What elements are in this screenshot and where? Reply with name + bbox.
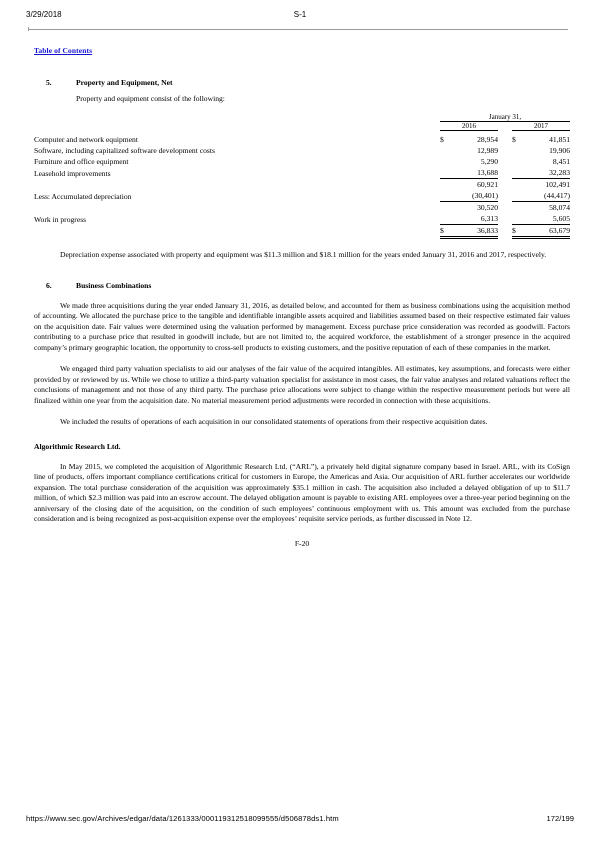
row-currency-2017: [512, 156, 522, 167]
row-value-2017: 8,451: [552, 157, 570, 166]
table-row-work-in-progress: [34, 213, 570, 225]
depreciation-expense-paragraph: Depreciation expense associated with property and equipment was $11.3 million and $18.1 million for the years ended January 31, 2016 and 2017, respectively.: [60, 250, 547, 259]
row-currency-2016: [440, 167, 450, 179]
row-value-2016: 12,989: [477, 146, 498, 155]
table-row-subtotal: [34, 179, 570, 191]
table-header-group-row: [34, 113, 570, 122]
work-in-progress-label: Work in progress: [34, 214, 87, 224]
document-content: [34, 78, 570, 548]
net-before-wip-value-2017: 58,074: [522, 202, 570, 214]
subsection-heading-arl: Algorithmic Research Ltd.: [34, 441, 121, 451]
row-currency-2016: [440, 156, 450, 167]
total-value-2017: 63,679: [522, 225, 570, 238]
note-6-paragraph-2: We engaged third party valuation specialists to aid our analyses of the fair value of the acquired intangibles. All estimates, key assumptions, and forecasts were either provided by or reviewed by us. While we chose to utilize a third-party valuation specialist for assistance in most cases, the fair value analyses and related valuations reflect the conclusions of management and not those of any third party. The purchase price allocations were subject to change within the respective measurement periods but were all finalized within one year from the acquisition date. No material measurement period adjustments were recorded in connection with these acquisitions.: [34, 364, 570, 405]
table-row-less-depreciation: [34, 190, 570, 202]
table-header-year-row: [34, 122, 570, 131]
row-value-2016: 5,290: [480, 157, 498, 166]
print-footer: [0, 814, 600, 828]
row-currency-2016: $: [440, 135, 444, 144]
header-divider: [28, 29, 568, 30]
subtotal-label: [34, 179, 426, 191]
row-value-2017: 19,906: [549, 146, 570, 155]
total-label: [34, 225, 426, 238]
row-label: Leasehold improvements: [34, 168, 111, 178]
row-label: Furniture and office equipment: [34, 157, 129, 166]
property-and-equipment-table: [34, 113, 570, 239]
table-group-header: January 31,: [440, 113, 570, 122]
table-of-contents-link[interactable]: Table of Contents: [34, 46, 93, 55]
row-label: Computer and network equipment: [34, 135, 138, 144]
page-number: 172/199: [546, 814, 574, 823]
table-row: [34, 145, 570, 156]
row-value-2016: 28,954: [477, 135, 498, 144]
table-col-header-2017: 2017: [512, 122, 570, 131]
note-6-paragraph-1: We made three acquisitions during the year ended January 31, 2016, as detailed below, and accounted for them as business combinations using the acquisition method of accounting. We allocated the purchase price to the tangible and identifiable intangible assets acquired and liabilities assumed based on their respective estimated fair values on the acquisition date. Fair values were determined using the valuation performed by management. Excess purchase price consideration was recorded as goodwill. Factors contributing to a purchase price that resulted in goodwill include, but are not limited to, the acquired workforce, the establishment of a stronger presence in the acquired company’s primary geographic location, the opportunity to cross-sell products to existing customers, and the positive reputation of each of these companies in the market.: [34, 300, 570, 352]
total-value-2016: 36,833: [450, 225, 498, 238]
row-value-2017: 41,851: [549, 135, 570, 144]
work-in-progress-value-2017: 5,605: [552, 214, 570, 223]
row-currency-2017: [512, 145, 522, 156]
note-5-heading: [34, 78, 570, 87]
page-marker: F-20: [294, 538, 310, 548]
note-5-title: Property and Equipment, Net: [76, 78, 173, 87]
row-value-2017: 32,283: [549, 168, 570, 177]
print-header: [0, 10, 600, 26]
note-6-heading: [34, 281, 570, 290]
row-currency-2017: [512, 167, 522, 179]
less-depreciation-value-2017: (44,417): [544, 191, 570, 200]
table-row-net-before-wip: [34, 202, 570, 214]
table-row-total: [34, 225, 570, 238]
document-body: [0, 40, 600, 548]
less-depreciation-value-2016: (30,401): [472, 191, 498, 200]
row-value-2016: 13,688: [477, 168, 498, 177]
note-6-paragraph-3: We included the results of operations of each acquisition in our consolidated statements of operations from their respective acquisition dates.: [60, 417, 488, 426]
header-spacer: [34, 113, 426, 122]
row-currency-2016: [440, 145, 450, 156]
table-col-header-2016: 2016: [440, 122, 498, 131]
work-in-progress-value-2016: 6,313: [480, 214, 498, 223]
arl-acquisition-paragraph: In May 2015, we completed the acquisition of Algorithmic Research Ltd. (“ARL”), a privately held digital signature company based in Israel. ARL, with its CoSign line of products, offers important compliance certifications critical for customers in Europe, the Americas and Asia. Our acquisition of ARL further accelerates our worldwide expansion. The total purchase consideration of the acquisition was approximately $35.1 million in cash. The acquisition also included a delayed obligation of up to $11.7 million, of which $2.3 million was paid into an escrow account. The delayed obligation amount is payable to existing ARL employees over a three-year period beginning on the anniversary of the closing date of the acquisition, on the condition of such employees’ continuous employment with us. This amount was excluded from the purchase consideration and is being recognized as post-acquisition expense over the employees’ requisite service periods, as further discussed in Note 12.: [34, 461, 570, 523]
total-currency-2016: $: [440, 225, 450, 238]
row-currency-2017: $: [512, 135, 516, 144]
print-date: 3/29/2018: [26, 10, 62, 19]
subtotal-value-2016: 60,921: [450, 179, 498, 191]
print-document-title: S-1: [293, 10, 307, 19]
net-before-wip-label: [34, 202, 426, 214]
note-6-title: Business Combinations: [76, 280, 152, 290]
table-row: [34, 134, 570, 145]
total-currency-2017: $: [512, 225, 522, 238]
note-5-lead-in: Property and equipment consist of the following:: [76, 94, 225, 103]
note-5-number: 5.: [46, 78, 52, 87]
net-before-wip-value-2016: 30,520: [450, 202, 498, 214]
less-depreciation-label: Less: Accumulated depreciation: [34, 191, 132, 201]
row-label: Software, including capitalized software development costs: [34, 146, 215, 155]
table-row: [34, 167, 570, 179]
table-row: [34, 156, 570, 167]
source-url: https://www.sec.gov/Archives/edgar/data/1261333/000119312518099555/d506878ds1.htm: [26, 814, 339, 823]
note-6-number: 6.: [46, 280, 52, 290]
subtotal-value-2017: 102,491: [522, 179, 570, 191]
